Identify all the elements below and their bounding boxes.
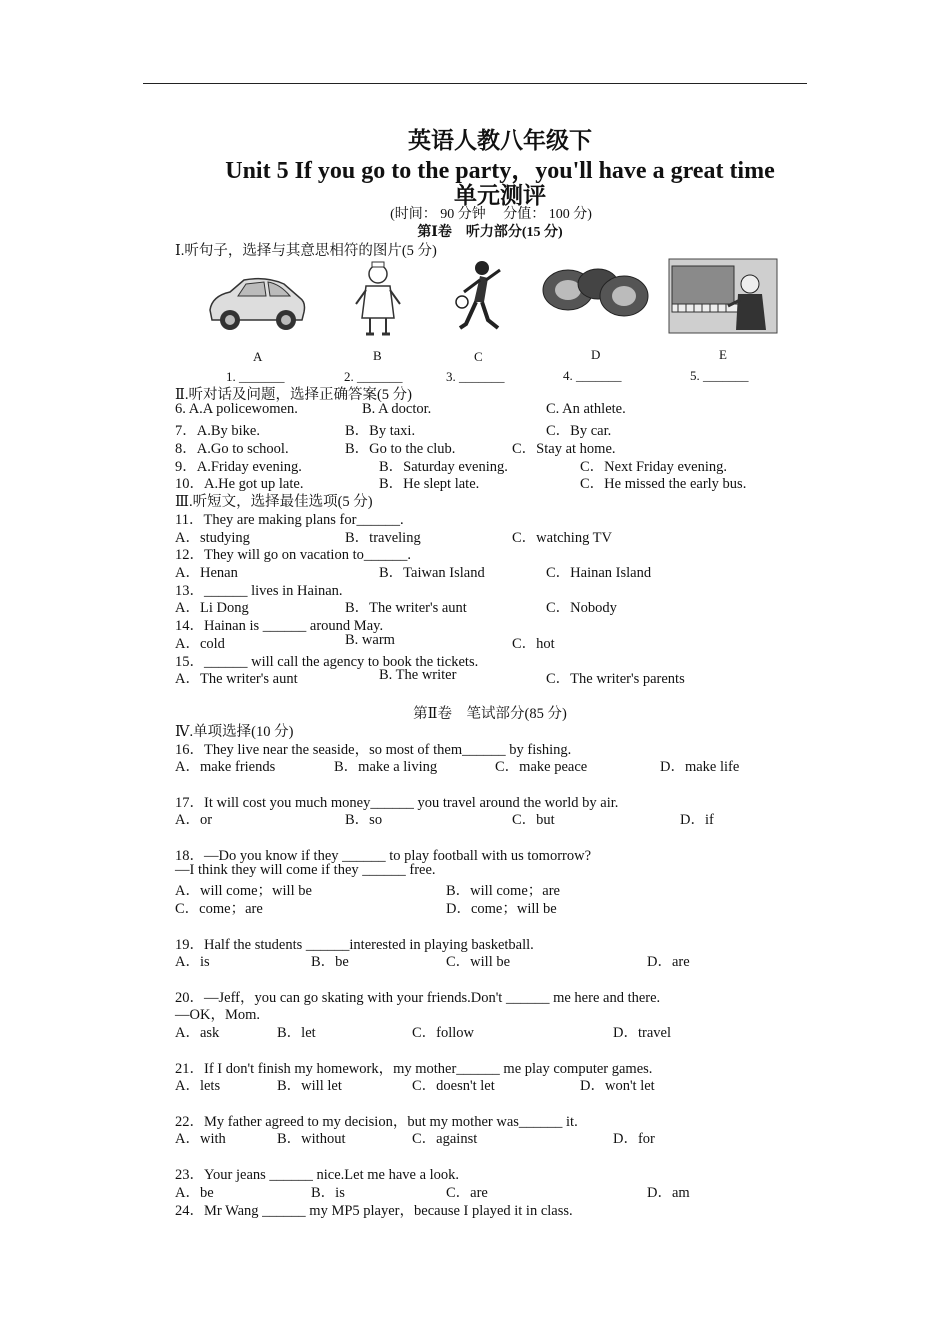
picture-letter-b: B <box>373 348 382 363</box>
answer-blank-2: 2. _______ <box>344 369 403 384</box>
q12-option-b: B．Taiwan Island <box>379 565 485 581</box>
q22-option-d: D．for <box>613 1131 655 1147</box>
q19-option-a: A．is <box>175 954 210 970</box>
q23-option-d: D．am <box>647 1185 690 1201</box>
q17-stem: 17．It will cost you much money______ you travel around the world by air. <box>175 795 619 811</box>
answer-blank-5: 5. _______ <box>690 368 749 383</box>
q18-option-b: B．will come；are <box>446 883 560 899</box>
picture-letter-e: E <box>719 347 727 362</box>
q11-option-a: A．studying <box>175 530 250 546</box>
title-chinese: 英语人教八年级下 <box>408 128 592 153</box>
q17-option-c: C．but <box>512 812 555 828</box>
basketball-player-icon <box>450 258 508 338</box>
q21-option-a: A．lets <box>175 1078 221 1094</box>
q18-stem-reply: —I think they will come if they ______ free. <box>175 862 436 878</box>
q18-option-c: C．come；are <box>175 901 263 917</box>
q17-option-d: D．if <box>680 812 714 828</box>
q7-option-b: B．By taxi. <box>345 423 416 439</box>
q23-option-a: A．be <box>175 1185 214 1201</box>
section-written-title: 第Ⅱ卷 笔试部分(85 分) <box>413 706 567 722</box>
q13-stem: 13．______ lives in Hainan. <box>175 583 343 599</box>
q17-option-a: A．or <box>175 812 213 828</box>
q23-option-c: C．are <box>446 1185 488 1201</box>
q18-option-a: A．will come；will be <box>175 883 312 899</box>
q19-option-d: D．are <box>647 954 690 970</box>
part3-heading: Ⅲ.听短文，选择最佳选项(5 分) <box>175 494 373 510</box>
q24-stem: 24．Mr Wang ______ my MP5 player，because I played it in class. <box>175 1203 573 1219</box>
picture-letter-d: D <box>591 347 601 362</box>
q9-option-a: 9．A.Friday evening. <box>175 459 302 475</box>
answer-blank-3: 3. _______ <box>446 369 505 384</box>
q20-stem: 20．—Jeff，you can go skating with your friends.Don't ______ me here and there. <box>175 990 661 1006</box>
answer-blank-1: 1. _______ <box>226 369 285 384</box>
car-icon <box>204 270 308 334</box>
q22-option-b: B．without <box>277 1131 346 1147</box>
q19-option-c: C．will be <box>446 954 511 970</box>
q21-stem: 21．If I don't finish my homework，my mother______ me play computer games. <box>175 1061 653 1077</box>
q14-stem: 14．Hainan is ______ around May. <box>175 618 384 634</box>
q14-option-c: C．hot <box>512 636 555 652</box>
q6-option-a: 6. A.A policewomen. <box>175 401 298 417</box>
q16-stem: 16．They live near the seaside，so most of them______ by fishing. <box>175 742 572 758</box>
answer-blank-4: 4. _______ <box>563 368 622 383</box>
q13-option-b: B．The writer's aunt <box>345 600 467 616</box>
q20-option-a: A．ask <box>175 1025 220 1041</box>
q10-option-b: B．He slept late. <box>379 476 480 492</box>
picture-letter-c: C <box>474 349 483 364</box>
q16-option-d: D．make life <box>660 759 740 775</box>
q15-option-b: B. The writer <box>379 667 457 683</box>
q22-stem: 22．My father agreed to my decision，but my mother was______ it. <box>175 1114 578 1130</box>
q8-option-a: 8．A.Go to school. <box>175 441 289 457</box>
top-rule <box>143 83 807 84</box>
q10-option-c: C．He missed the early bus. <box>580 476 747 492</box>
q14-option-b: B. warm <box>345 632 395 648</box>
q16-option-a: A．make friends <box>175 759 276 775</box>
q10-option-a: 10．A.He got up late. <box>175 476 304 492</box>
q15-stem: 15．______ will call the agency to book the tickets. <box>175 654 479 670</box>
q20-option-d: D．travel <box>613 1025 671 1041</box>
doctor-icon <box>352 260 404 338</box>
q18-option-d: D．come；will be <box>446 901 557 917</box>
q20-option-b: B．let <box>277 1025 316 1041</box>
q12-option-c: C．Hainan Island <box>546 565 652 581</box>
q15-option-a: A．The writer's aunt <box>175 671 298 687</box>
title-unit-test: 单元测评 <box>454 183 546 208</box>
time-score-info: (时间： 90 分钟 分值： 100 分) <box>390 207 592 222</box>
picture-letter-a: A <box>253 349 263 364</box>
q21-option-d: D．won't let <box>580 1078 655 1094</box>
q22-option-c: C．against <box>412 1131 478 1147</box>
q16-option-c: C．make peace <box>495 759 588 775</box>
q18-stem: 18．—Do you know if they ______ to play football with us tomorrow? <box>175 848 592 864</box>
q15-option-c: C．The writer's parents <box>546 671 685 687</box>
q7-option-a: 7．A.By bike. <box>175 423 260 439</box>
q7-option-c: C．By car. <box>546 423 612 439</box>
q9-option-b: B．Saturday evening. <box>379 459 508 475</box>
q8-option-c: C．Stay at home. <box>512 441 616 457</box>
q6-option-b: B. A doctor. <box>362 401 432 417</box>
q16-option-b: B．make a living <box>334 759 438 775</box>
q12-stem: 12．They will go on vacation to______. <box>175 547 411 563</box>
title-english: Unit 5 If you go to the party，you'll have a great time <box>225 158 775 184</box>
q22-option-a: A．with <box>175 1131 226 1147</box>
q8-option-b: B．Go to the club. <box>345 441 456 457</box>
q20-option-c: C．follow <box>412 1025 475 1041</box>
q6-option-c: C. An athlete. <box>546 401 626 417</box>
q19-option-b: B．be <box>311 954 349 970</box>
q11-stem: 11．They are making plans for______. <box>175 512 404 528</box>
q21-option-c: C．doesn't let <box>412 1078 495 1094</box>
q20-stem-reply: —OK，Mom. <box>175 1007 260 1023</box>
q9-option-c: C．Next Friday evening. <box>580 459 727 475</box>
q17-option-b: B．so <box>345 812 383 828</box>
q14-option-a: A．cold <box>175 636 225 652</box>
piano-player-icon <box>668 258 778 334</box>
part2-heading: Ⅱ.听对话及问题，选择正确答案(5 分) <box>175 387 413 403</box>
q21-option-b: B．will let <box>277 1078 342 1094</box>
q11-option-b: B．traveling <box>345 530 421 546</box>
q12-option-a: A．Henan <box>175 565 238 581</box>
q19-stem: 19．Half the students ______interested in playing basketball. <box>175 937 534 953</box>
part4-heading: Ⅳ.单项选择(10 分) <box>175 724 294 740</box>
q23-option-b: B．is <box>311 1185 345 1201</box>
section-listening-title: 第Ⅰ卷 听力部分(15 分) <box>417 225 563 240</box>
tires-icon <box>540 266 650 318</box>
q11-option-c: C．watching TV <box>512 530 613 546</box>
q23-stem: 23．Your jeans ______ nice.Let me have a look. <box>175 1167 460 1183</box>
q13-option-a: A．Li Dong <box>175 600 249 616</box>
q13-option-c: C．Nobody <box>546 600 617 616</box>
part1-heading: Ⅰ.听句子，选择与其意思相符的图片(5 分) <box>175 243 437 259</box>
